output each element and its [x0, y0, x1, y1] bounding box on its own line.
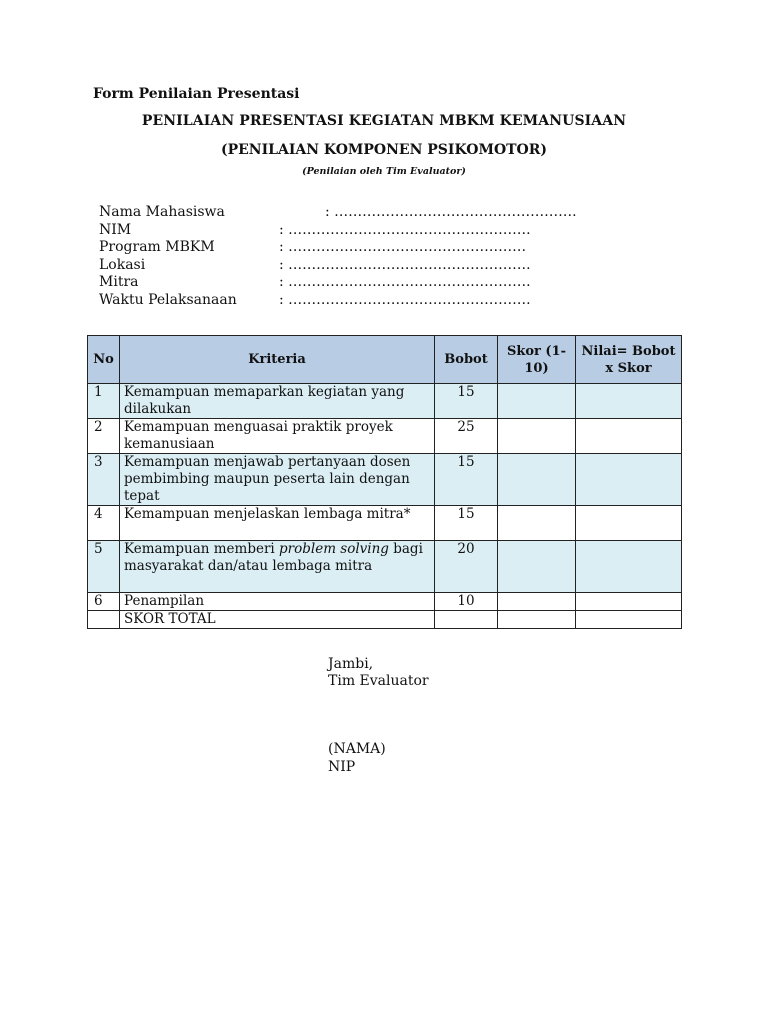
- table-row: [88, 454, 682, 506]
- total-nilai-cell[interactable]: [576, 611, 682, 629]
- total-row: [88, 611, 682, 629]
- row-nilai-cell[interactable]: [576, 454, 682, 506]
- row-nilai-cell[interactable]: [576, 506, 682, 541]
- field-value[interactable]: : …………………………………………….: [279, 274, 531, 290]
- row-bobot: 20: [435, 541, 498, 593]
- field-value[interactable]: : ……………………………………………: [279, 239, 527, 255]
- row-nilai-cell[interactable]: [576, 384, 682, 419]
- row-bobot: 10: [435, 593, 498, 611]
- row-nilai-cell[interactable]: [576, 419, 682, 454]
- row-skor-cell[interactable]: [498, 541, 576, 593]
- row-nilai-cell[interactable]: [576, 541, 682, 593]
- table-row: [88, 506, 682, 541]
- row-kriteria: Kemampuan menjawab pertanyaan dosen pembimbing maupun peserta lain dengan tepat: [120, 454, 435, 506]
- row-bobot: 15: [435, 506, 498, 541]
- header-no: No: [88, 336, 120, 384]
- row-skor-cell[interactable]: [498, 593, 576, 611]
- kriteria-text: bagi masyarakat dan/atau lembaga mitra: [124, 541, 423, 574]
- kriteria-text: Kemampuan memberi: [124, 541, 280, 557]
- row-kriteria: Penampilan: [120, 593, 435, 611]
- field-label: Lokasi: [99, 257, 146, 273]
- signature-role: Tim Evaluator: [328, 673, 429, 689]
- row-kriteria: Kemampuan menjelaskan lembaga mitra*: [120, 506, 435, 541]
- row-kriteria: Kemampuan memaparkan kegiatan yang dilakukan: [120, 384, 435, 419]
- row-bobot: 15: [435, 384, 498, 419]
- header-skor: Skor (1-10): [498, 336, 576, 384]
- row-skor-cell[interactable]: [498, 419, 576, 454]
- document-subtitle: (PENILAIAN KOMPONEN PSIKOMOTOR): [220, 142, 548, 158]
- row-no: 5: [88, 541, 120, 593]
- document-title: PENILAIAN PRESENTASI KEGIATAN MBKM KEMANUSIAAN: [141, 113, 627, 129]
- field-label: NIM: [99, 222, 132, 238]
- total-no-cell: [88, 611, 120, 629]
- row-no: 2: [88, 419, 120, 454]
- field-value[interactable]: : …………………………………………….: [279, 257, 531, 273]
- header-kriteria: Kriteria: [120, 336, 435, 384]
- field-value[interactable]: : …………………………………………….: [325, 204, 577, 220]
- field-value[interactable]: : …………………………………………….: [279, 222, 531, 238]
- table-row: [88, 593, 682, 611]
- total-skor-cell[interactable]: [498, 611, 576, 629]
- signature-place: Jambi,: [328, 656, 374, 672]
- kriteria-emphasis: problem solving: [279, 541, 389, 557]
- row-bobot: 15: [435, 454, 498, 506]
- row-no: 3: [88, 454, 120, 506]
- row-no: 1: [88, 384, 120, 419]
- row-nilai-cell[interactable]: [576, 593, 682, 611]
- table-row: [88, 384, 682, 419]
- header-bobot: Bobot: [435, 336, 498, 384]
- field-label: Waktu Pelaksanaan: [99, 292, 237, 308]
- field-label: Program MBKM: [99, 239, 215, 255]
- row-kriteria: [120, 541, 435, 593]
- table-row: [88, 541, 682, 593]
- total-label: SKOR TOTAL: [120, 611, 435, 629]
- total-bobot-cell: [435, 611, 498, 629]
- scoring-table: [87, 335, 682, 629]
- table-header-row: [88, 336, 682, 384]
- row-no: 6: [88, 593, 120, 611]
- row-bobot: 25: [435, 419, 498, 454]
- row-skor-cell[interactable]: [498, 506, 576, 541]
- row-skor-cell[interactable]: [498, 454, 576, 506]
- row-no: 4: [88, 506, 120, 541]
- evaluator-note: (Penilaian oleh Tim Evaluator): [302, 166, 466, 177]
- signature-nip: NIP: [328, 759, 356, 775]
- field-value[interactable]: : …………………………………………….: [279, 292, 531, 308]
- form-label: Form Penilaian Presentasi: [93, 86, 300, 102]
- table-row: [88, 419, 682, 454]
- field-label: Mitra: [99, 274, 139, 290]
- row-kriteria: Kemampuan menguasai praktik proyek kemanusiaan: [120, 419, 435, 454]
- signature-name: (NAMA): [328, 741, 386, 757]
- row-skor-cell[interactable]: [498, 384, 576, 419]
- header-nilai: Nilai= Bobot x Skor: [576, 336, 682, 384]
- field-label: Nama Mahasiswa: [99, 204, 225, 220]
